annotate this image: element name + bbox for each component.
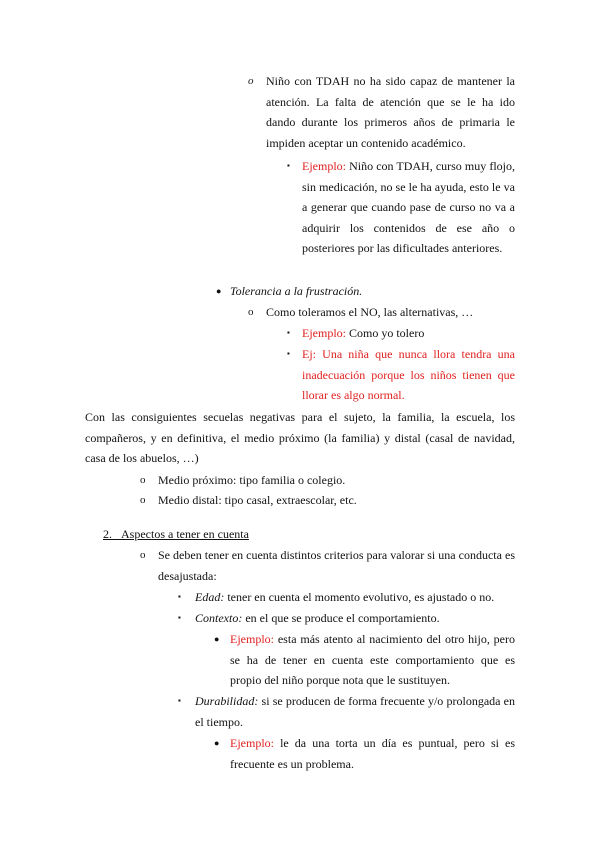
tolerance-heading: Tolerancia a la frustración.: [230, 284, 363, 298]
square-bullet-icon: ▪: [287, 328, 290, 337]
context-example: [230, 629, 515, 691]
criterion-durabilidad: [195, 691, 515, 732]
tolerance-example: [302, 323, 515, 344]
section-heading: [103, 524, 303, 545]
square-bullet-icon: ▪: [287, 161, 290, 170]
medio-proximo: Medio próximo: tipo familia o colegio.: [158, 473, 346, 487]
example-text: Niño con TDAH, curso muy flojo, sin medicación, no se le ha ayuda, esto le va a generar que cuando pase de curso no va a adquirir los contenidos de ese año o posteriores por las dificultades anteriores.: [302, 159, 515, 255]
square-bullet-icon: ▪: [178, 592, 181, 601]
example-label: Ejemplo:: [302, 159, 346, 173]
square-bullet-icon: ▪: [178, 613, 181, 622]
consequences-paragraph: Con las consiguientes secuelas negativas para el sujeto, la familia, la escuela, los compañeros, y en definitiva, el medio próximo (la familia) y distal (casal de navidad, casa de los abuelos, …): [85, 410, 515, 465]
square-bullet-icon: ▪: [178, 696, 181, 705]
example-label: Ejemplo:: [302, 326, 346, 340]
example-label: Ejemplo:: [230, 736, 274, 750]
criteria-intro: Se deben tener en cuenta distintos criterios para valorar si una conducta es desajustada:: [158, 548, 515, 583]
example-text: le da una torta un día es puntual, pero si es frecuente es un problema.: [230, 736, 516, 771]
criterion-edad: [195, 587, 515, 608]
criterion-contexto: [195, 608, 515, 629]
tolerance-ej: Ej: Una niña que nunca llora tendra una inadecuación porque los niños tienen que llorar es algo normal.: [302, 347, 515, 402]
example-label: Ejemplo:: [230, 632, 274, 646]
circle-bullet-icon: o: [140, 474, 146, 486]
dot-bullet-icon: ●: [214, 738, 220, 748]
section-number: 2.: [103, 527, 112, 541]
criterion-label: Durabilidad:: [195, 694, 259, 708]
circle-bullet-icon: o: [248, 306, 254, 318]
square-bullet-icon: ▪: [287, 349, 290, 358]
criterion-text: en el que se produce el comportamiento.: [245, 611, 440, 625]
circle-bullet-icon: o: [248, 75, 254, 87]
criterion-text: si se producen de forma frecuente y/o prolongada en el tiempo.: [195, 694, 516, 729]
criterion-text: tener en cuenta el momento evolutivo, es ajustado o no.: [227, 590, 495, 604]
example-tdah: [302, 156, 515, 259]
section-title: Aspectos a tener en cuenta: [121, 527, 249, 541]
tolerance-subitem: Como toleramos el NO, las alternativas, …: [266, 305, 474, 319]
circle-bullet-icon: o: [140, 494, 146, 506]
criterion-label: Edad:: [195, 590, 225, 604]
durability-example: [230, 733, 515, 774]
example-text: esta más atento al nacimiento del otro hijo, pero se ha de tener en cuenta este comportamiento que es propio del niño porque nota que le sustituyen.: [230, 632, 515, 687]
circle-bullet-icon: o: [140, 549, 146, 561]
dot-bullet-icon: ●: [214, 634, 220, 644]
item-tdah-attention: Niño con TDAH no ha sido capaz de mantener la atención. La falta de atención que se le ha ido dando durante los primeros años de primaria le impiden aceptar un contenido académico.: [266, 74, 515, 150]
criterion-label: Contexto:: [195, 611, 243, 625]
dot-bullet-icon: ●: [216, 286, 222, 296]
medio-distal: Medio distal: tipo casal, extraescolar, etc.: [158, 493, 357, 507]
example-text: Como yo tolero: [349, 326, 425, 340]
